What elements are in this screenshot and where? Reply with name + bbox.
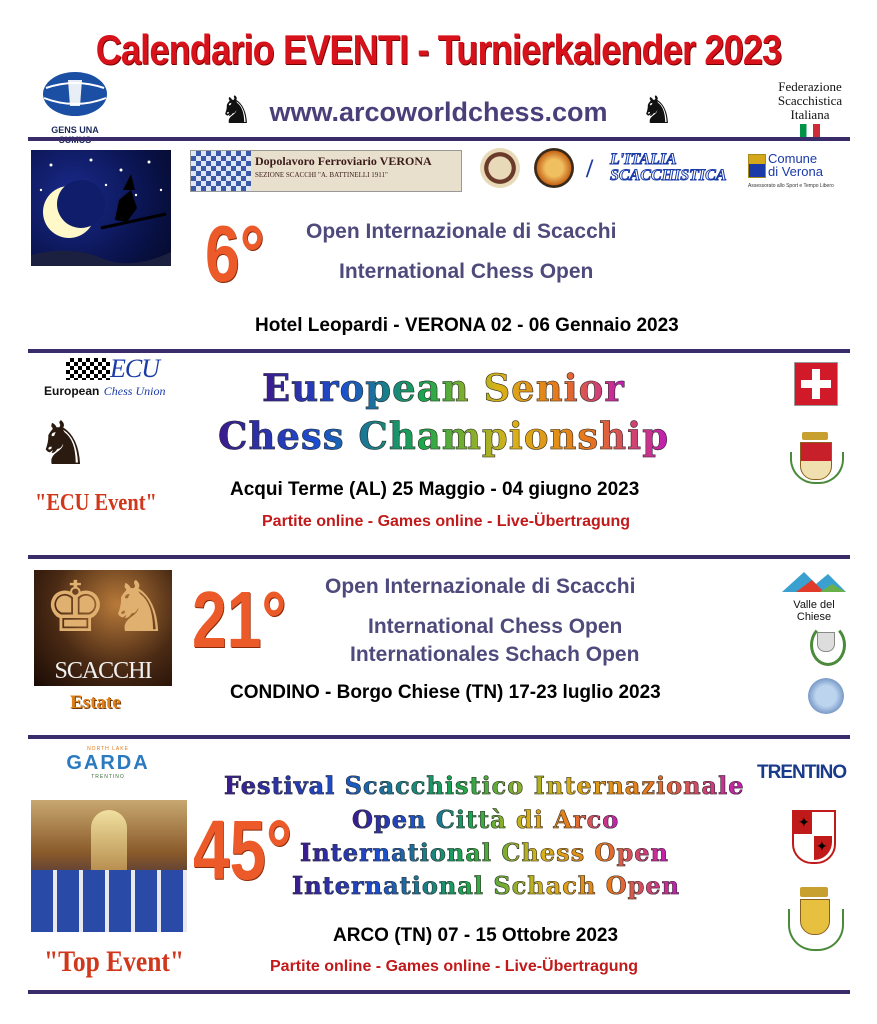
event4-title-line1: Festival Scacchistico Internazionale (224, 771, 745, 800)
separator (28, 735, 850, 739)
sponsor-dlf-name: Dopolavoro Ferroviario VERONA (255, 154, 432, 168)
event1-line2: International Chess Open (339, 260, 594, 283)
event4-title-line3: International Chess Open (300, 838, 669, 867)
italia-scacchistica-text: L'ITALIA SCACCHISTICA (610, 151, 727, 184)
website-url[interactable]: www.arcoworldchess.com (269, 97, 608, 127)
arco-crest-icon (788, 887, 840, 961)
chess-board-icon (191, 151, 251, 191)
event2-online: Partite online - Games online - Live-Übertragung (262, 513, 631, 530)
separator (28, 349, 850, 353)
ecu-logo (44, 356, 194, 400)
garda-trentino-logo (56, 746, 160, 780)
top-event-badge: "Top Event" (44, 945, 185, 978)
knight-icon: ♞ (640, 88, 675, 132)
comune-label: Comune (768, 151, 818, 166)
event1-edition: 6° (205, 209, 265, 298)
chess-knight-piece-icon: ♞ (36, 409, 90, 479)
event1-venue: Hotel Leopardi - VERONA 02 - 06 Gennaio 2023 (255, 315, 679, 336)
event3-line2: International Chess Open (368, 615, 623, 638)
fsi-logo (768, 80, 852, 138)
valle-del-chiese-text: Valle del Chiese (793, 599, 835, 623)
event3-venue: CONDINO - Borgo Chiese (TN) 17-23 luglio 2023 (230, 682, 661, 703)
event4-online: Partite online - Games online - Live-Übertragung (270, 958, 639, 975)
witch-moon-image (31, 150, 171, 266)
garda-text: GARDA (66, 752, 150, 774)
acqui-crest-icon (790, 432, 840, 488)
ecu-text: ECU (110, 354, 159, 383)
sponsor-shield-icon (534, 148, 574, 188)
page-title: Calendario EVENTI - Turnierkalender 2023 (95, 26, 782, 73)
event2-title-line2: Chess Championship (218, 414, 670, 458)
event4-title-line4: International Schach Open (292, 871, 681, 900)
dlf-verona-logo (190, 150, 462, 192)
mountain-icon (776, 568, 852, 594)
fsi-line2: Scacchistica (777, 93, 843, 108)
ecu-event-badge: "ECU Event" (35, 490, 157, 516)
knight-icon: ♞ (219, 88, 254, 132)
scacchi-caption: SCACCHI (54, 658, 152, 684)
garda-north-lake: NORTH LAKE (87, 746, 129, 752)
fsi-line3: Italiana (790, 107, 830, 122)
separator (28, 990, 850, 994)
garda-trentino-sub: TRENTINO (91, 774, 125, 780)
savoy-cross-flag-icon (794, 362, 838, 406)
separator (28, 137, 850, 141)
event3-line3: Internationales Schach Open (350, 643, 640, 666)
event2-title-line1: European Senior (262, 366, 625, 410)
condino-crest-icon (808, 678, 844, 714)
fide-motto: GENS UNA (51, 125, 99, 135)
scacchi-estate-image (34, 570, 172, 686)
sponsor-seal-icon (480, 148, 520, 188)
separator (28, 555, 850, 559)
ecu-chess-union: Chess Union (103, 384, 166, 398)
event3-line1: Open Internazionale di Scacchi (325, 575, 636, 598)
event3-edition: 21° (192, 575, 287, 664)
trentino-eagle-crest-icon: ✦ ✦ (792, 810, 836, 864)
borgo-chiese-crest-icon (802, 624, 848, 666)
ecu-checker-icon (66, 358, 110, 380)
event2-venue: Acqui Terme (AL) 25 Maggio - 04 giugno 2023 (230, 479, 640, 500)
italia-scacchistica-logo: / L'ITALIA SCACCHISTICA (586, 150, 736, 186)
italian-flag-icon (800, 124, 820, 138)
playing-hall-image (31, 800, 187, 932)
verona-crest-icon (748, 154, 766, 178)
chess-pieces-icon: ♚♞ (44, 570, 170, 648)
ecu-european: European (44, 384, 100, 398)
sponsor-dlf-sub: SEZIONE SCACCHI "A. BATTINELLI 1911" (255, 171, 388, 179)
fsi-line1: Federazione (778, 79, 842, 94)
comune-note: Assessorato allo Sport e Tempo Libero (748, 183, 834, 189)
event4-title-line2: Open Città di Arco (352, 805, 620, 834)
trentino-logo: TRENTINO (757, 762, 847, 783)
verona-label: di Verona (768, 164, 823, 179)
event1-line1: Open Internazionale di Scacchi (306, 220, 617, 243)
valle-del-chiese-logo (776, 568, 852, 623)
event4-edition: 45° (193, 803, 293, 897)
estate-badge: Estate (70, 692, 121, 713)
event4-venue: ARCO (TN) 07 - 15 Ottobre 2023 (333, 925, 619, 946)
